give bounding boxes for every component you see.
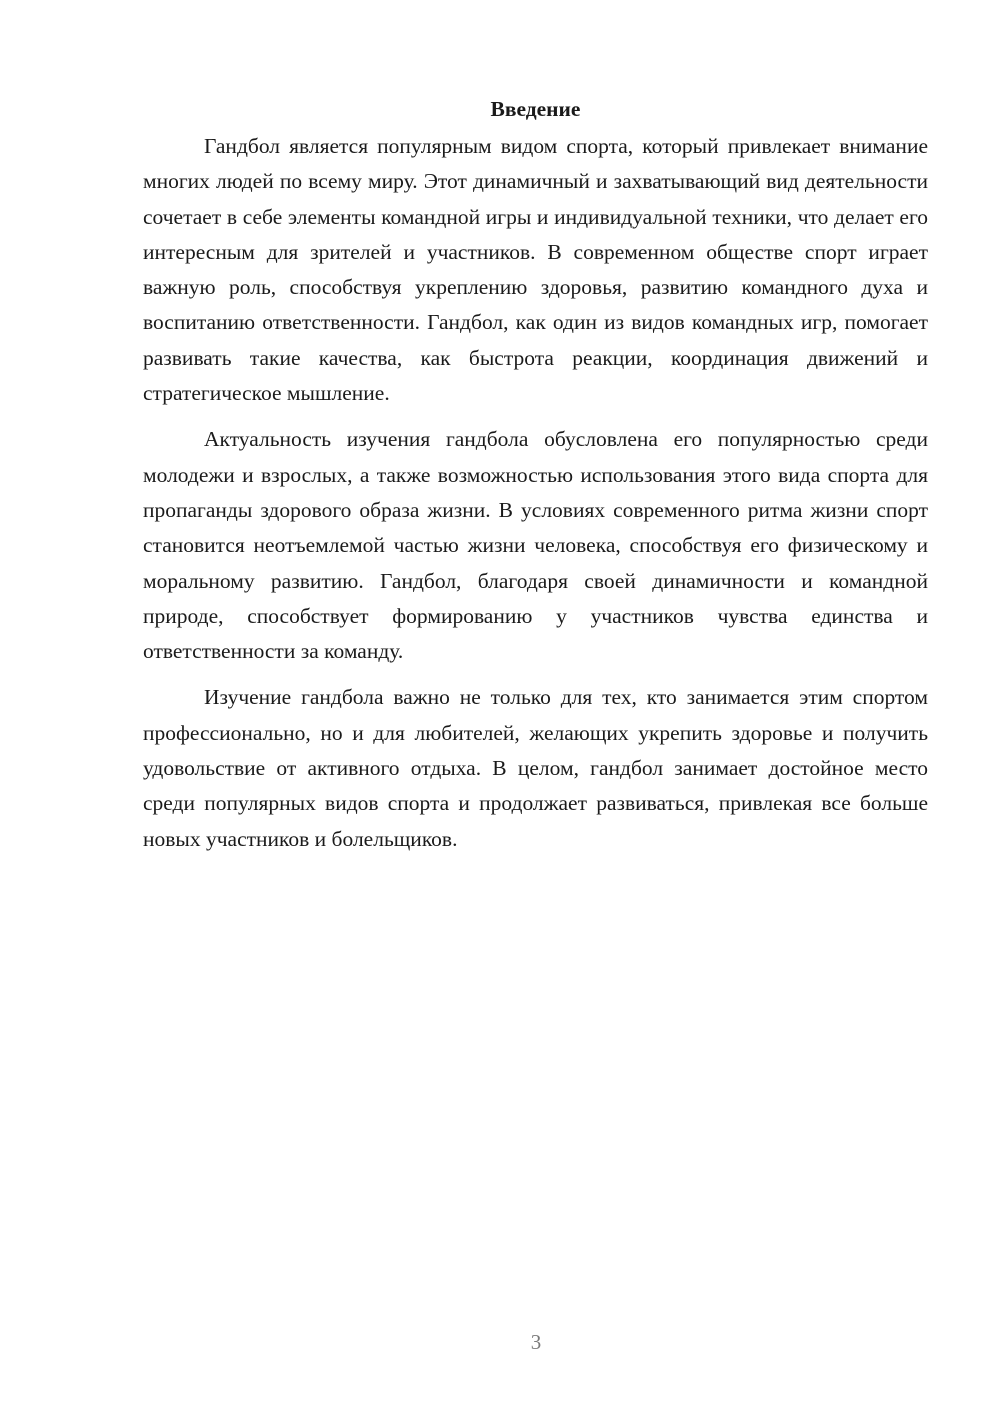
page-content (143, 92, 928, 868)
paragraph-3: Изучение гандбола важно не только для тех, кто занимается этим спортом профессионально, но и для любителей, желающих укрепить здоровье и получить удовольствие от активного отдыха. В целом, гандбол занимает достойное место среди популярных видов спорта и продолжает развиваться, привлекая все больше новых участников и болельщиков. (143, 685, 928, 851)
page-number: 3 (530, 1330, 542, 1354)
section-title: Введение (490, 97, 581, 121)
paragraph-2: Актуальность изучения гандбола обусловлена его популярностью среди молодежи и взрослых, а также возможностью использования этого вида спорта для пропаганды здорового образа жизни. В условиях современного ритма жизни спорт становится неотъемлемой частью жизни человека, способствуя его физическому и моральному развитию. Гандбол, благодаря своей динамичности и командной природе, способствует формированию у участников чувства единства и ответственности за команду. (143, 427, 928, 664)
paragraph-1: Гандбол является популярным видом спорта, который привлекает внимание многих людей по всему миру. Этот динамичный и захватывающий вид деятельности сочетает в себе элементы командной игры и индивидуальной техники, что делает его интересным для зрителей и участников. В современном обществе спорт играет важную роль, способствуя укреплению здоровья, развитию командного духа и воспитанию ответственности. Гандбол, как один из видов командных игр, помогает развивать такие качества, как быстрота реакции, координация движений и стратегическое мышление. (143, 134, 928, 406)
